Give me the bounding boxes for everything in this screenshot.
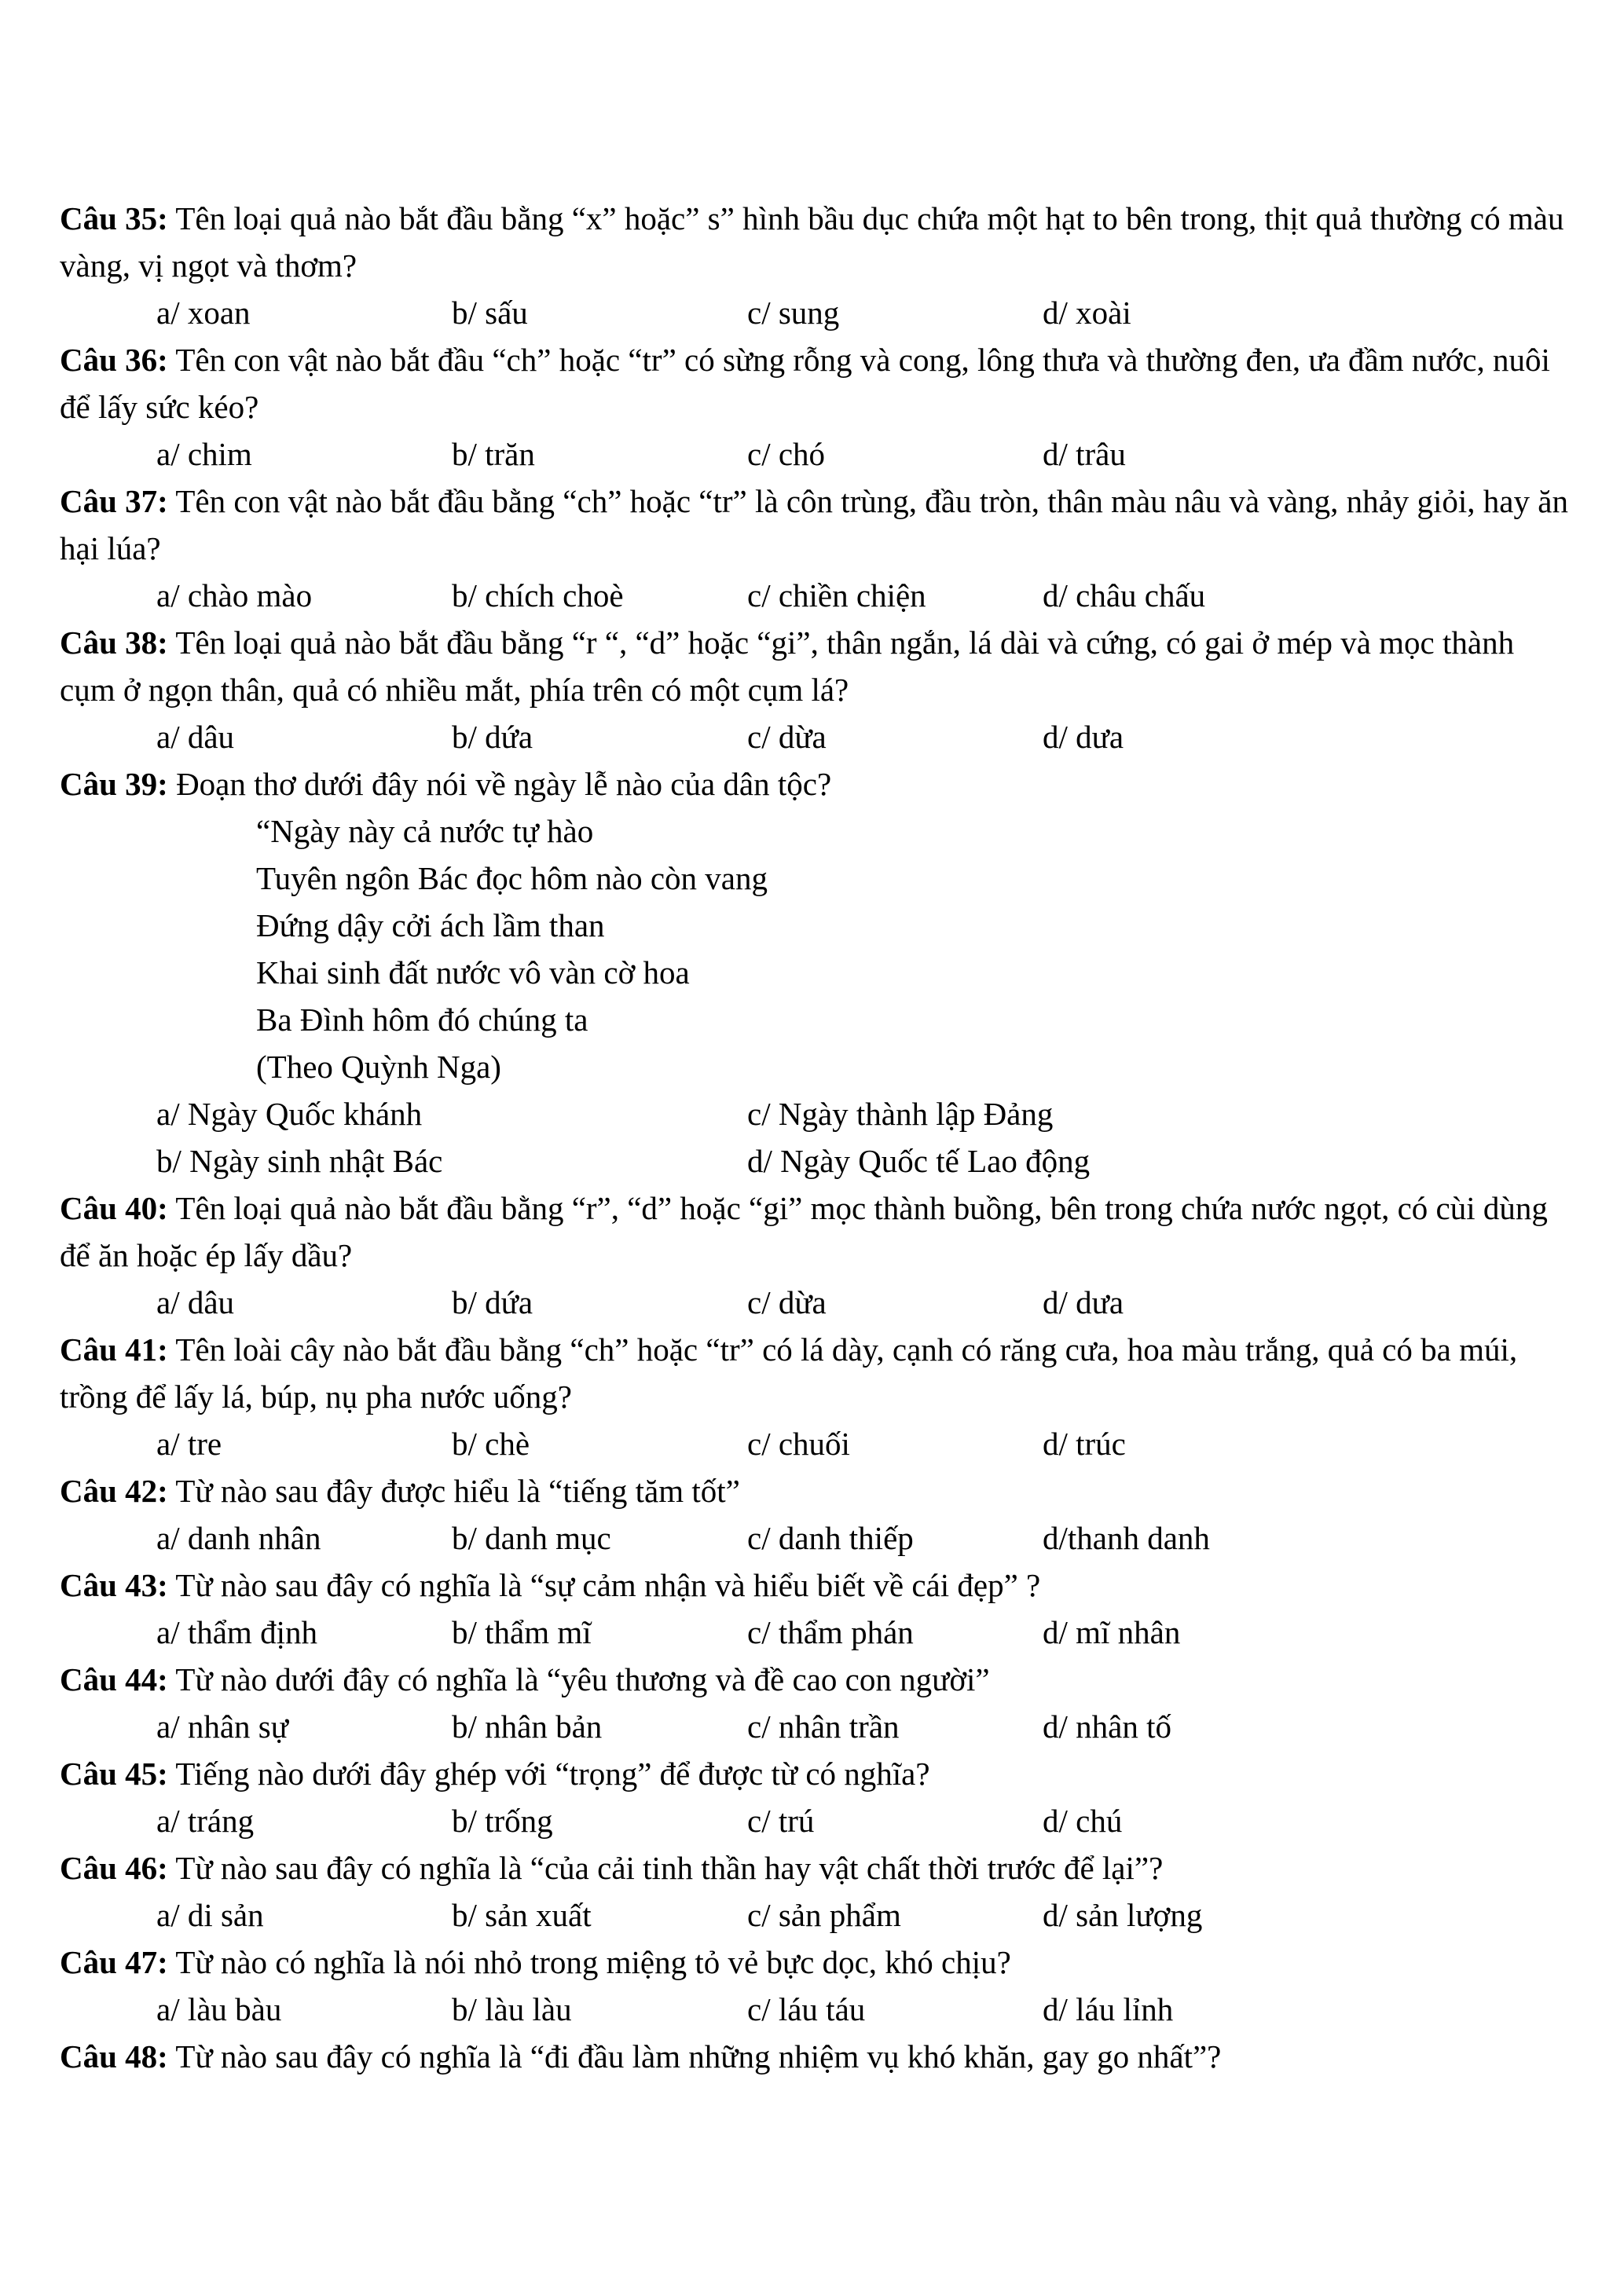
question-text — [60, 1656, 1568, 1703]
answer-option-a: a/ Ngày Quốc khánh — [156, 1096, 423, 1132]
answer-option-b: b/ chè — [452, 1426, 530, 1462]
answer-option-c: c/ sung — [747, 295, 840, 331]
question-label: Câu 45: — [60, 1756, 168, 1792]
question-label: Câu 37: — [60, 483, 168, 519]
answer-option-d: d/ láu lỉnh — [1043, 1991, 1174, 2027]
question-body: Từ nào sau đây được hiểu là “tiếng tăm tốt” — [167, 1473, 740, 1509]
answer-option-a: a/ chào mào — [156, 577, 313, 613]
poem-line: Khai sinh đất nước vô vàn cờ hoa — [256, 954, 690, 991]
answer-option-d: d/ trâu — [1043, 436, 1126, 472]
answer-option-c: c/ nhân trần — [747, 1708, 900, 1745]
question-block — [60, 1185, 1568, 1326]
question-block — [60, 1326, 1568, 1467]
answer-option-a: a/ xoan — [156, 295, 251, 331]
answer-option-a: a/ di sản — [156, 1897, 264, 1933]
question-text — [60, 1750, 1568, 1797]
answer-option-d: d/ mĩ nhân — [1043, 1614, 1181, 1650]
question-text — [60, 478, 1568, 572]
question-text — [60, 1185, 1568, 1279]
answer-option-d: d/thanh danh — [1043, 1520, 1210, 1556]
question-label: Câu 39: — [60, 766, 168, 802]
answer-option-b: b/ nhân bản — [452, 1708, 603, 1745]
question-block — [60, 478, 1568, 619]
answer-option-c: c/ trú — [747, 1803, 815, 1839]
answer-options — [60, 1703, 1568, 1750]
question-body: Từ nào dưới đây có nghĩa là “yêu thương và đề cao con người” — [167, 1661, 990, 1697]
question-block — [60, 760, 1568, 1185]
answer-option-d: d/ dưa — [1043, 1284, 1124, 1320]
answer-option-c: c/ danh thiếp — [747, 1520, 914, 1556]
question-body: Từ nào sau đây có nghĩa là “đi đầu làm những nhiệm vụ khó khăn, gay go nhất”? — [167, 2038, 1222, 2074]
answer-options — [60, 1891, 1568, 1939]
answer-option-c: c/ dừa — [747, 1284, 827, 1320]
answer-option-b: b/ trăn — [452, 436, 535, 472]
question-body: Tên loại quả nào bắt đầu bằng “x” hoặc” s” hình bầu dục chứa một hạt to bên trong, thịt quả thường có màu vàng, vị ngọt và thơm? — [60, 200, 1564, 284]
question-block — [60, 619, 1568, 760]
answer-option-c: c/ dừa — [747, 719, 827, 755]
answer-options — [60, 1420, 1568, 1467]
answer-options — [60, 572, 1568, 619]
question-label: Câu 46: — [60, 1850, 168, 1886]
answer-option-a: a/ dâu — [156, 1284, 235, 1320]
answer-options — [60, 1986, 1568, 2033]
question-text — [60, 336, 1568, 430]
question-block — [60, 1656, 1568, 1750]
answer-option-a: a/ tráng — [156, 1803, 255, 1839]
question-label: Câu 35: — [60, 200, 168, 236]
question-label: Câu 41: — [60, 1331, 168, 1368]
answer-option-c: c/ Ngày thành lập Đảng — [747, 1096, 1054, 1132]
question-label: Câu 40: — [60, 1190, 168, 1226]
question-body: Tên con vật nào bắt đầu bằng “ch” hoặc “tr” là côn trùng, đầu tròn, thân màu nâu và vàng, nhảy giỏi, hay ăn hại lúa? — [60, 483, 1568, 566]
answer-option-c: c/ chiền chiện — [747, 577, 926, 613]
question-block — [60, 2033, 1568, 2080]
answer-option-b: b/ dứa — [452, 1284, 533, 1320]
answer-option-d: d/ chú — [1043, 1803, 1123, 1839]
answer-option-d: d/ sản lượng — [1043, 1897, 1203, 1933]
question-label: Câu 47: — [60, 1944, 168, 1980]
answer-option-b: b/ chích choè — [452, 577, 624, 613]
answer-option-d: d/ Ngày Quốc tế Lao động — [747, 1143, 1091, 1179]
answer-option-b: b/ làu làu — [452, 1991, 572, 2027]
question-label: Câu 44: — [60, 1661, 168, 1697]
question-text — [60, 1939, 1568, 1986]
question-label: Câu 42: — [60, 1473, 168, 1509]
answer-options — [60, 713, 1568, 760]
answer-option-b: b/ Ngày sinh nhật Bác — [156, 1143, 443, 1179]
poem-line: Đứng dậy cởi ách lầm than — [256, 907, 605, 943]
question-label: Câu 36: — [60, 342, 168, 378]
answer-option-c: c/ thẩm phán — [747, 1614, 914, 1650]
answer-options — [60, 1279, 1568, 1326]
question-block — [60, 1750, 1568, 1844]
question-text — [60, 2033, 1568, 2080]
poem-line: Ba Đình hôm đó chúng ta — [256, 1002, 588, 1038]
answer-option-d: d/ dưa — [1043, 719, 1124, 755]
answer-option-b: b/ danh mục — [452, 1520, 611, 1556]
question-block — [60, 336, 1568, 478]
answer-options — [60, 1797, 1568, 1844]
question-text — [60, 1562, 1568, 1609]
question-block — [60, 1467, 1568, 1562]
answer-options — [60, 1514, 1568, 1562]
question-body: Từ nào sau đây có nghĩa là “sự cảm nhận và hiểu biết về cái đẹp” ? — [167, 1567, 1041, 1603]
question-block — [60, 1562, 1568, 1656]
poem-excerpt — [60, 807, 1568, 1090]
answer-option-d: d/ nhân tố — [1043, 1708, 1171, 1745]
question-text — [60, 760, 1568, 807]
poem-line: Tuyên ngôn Bác đọc hôm nào còn vang — [256, 860, 768, 896]
answer-option-a: a/ chim — [156, 436, 252, 472]
answer-option-b: b/ dứa — [452, 719, 533, 755]
answer-option-a: a/ thẩm định — [156, 1614, 317, 1650]
question-body: Tiếng nào dưới đây ghép với “trọng” để được từ có nghĩa? — [167, 1756, 930, 1792]
question-text — [60, 1326, 1568, 1420]
document-page — [60, 195, 1568, 2080]
poem-attribution: (Theo Quỳnh Nga) — [256, 1049, 501, 1085]
answer-option-a: a/ dâu — [156, 719, 235, 755]
answer-options — [60, 430, 1568, 478]
answer-option-c: c/ chuối — [747, 1426, 850, 1462]
question-body: Đoạn thơ dưới đây nói về ngày lễ nào của dân tộc? — [167, 766, 832, 802]
question-body: Từ nào sau đây có nghĩa là “của cải tinh thần hay vật chất thời trước để lại”? — [167, 1850, 1164, 1886]
question-label: Câu 48: — [60, 2038, 168, 2074]
question-block — [60, 1844, 1568, 1939]
question-body: Từ nào có nghĩa là nói nhỏ trong miệng tỏ vẻ bực dọc, khó chịu? — [167, 1944, 1011, 1980]
question-label: Câu 43: — [60, 1567, 168, 1603]
answer-option-b: b/ sấu — [452, 295, 528, 331]
question-text — [60, 1467, 1568, 1514]
question-label: Câu 38: — [60, 624, 168, 661]
question-block — [60, 195, 1568, 336]
question-body: Tên loại quả nào bắt đầu bằng “r “, “d” hoặc “gi”, thân ngắn, lá dài và cứng, có gai ở mép và mọc thành cụm ở ngọn thân, quả có nhiều mắt, phía trên có một cụm lá? — [60, 624, 1515, 708]
question-block — [60, 1939, 1568, 2033]
question-text — [60, 1844, 1568, 1891]
answer-option-a: a/ nhân sự — [156, 1708, 288, 1745]
answer-options — [60, 1090, 1568, 1185]
answer-option-c: c/ chó — [747, 436, 826, 472]
question-text — [60, 619, 1568, 713]
question-body: Tên loài cây nào bắt đầu bằng “ch” hoặc “tr” có lá dày, cạnh có răng cưa, hoa màu trắng, quả có ba múi, trồng để lấy lá, búp, nụ pha nước uống? — [60, 1331, 1518, 1415]
answer-option-d: d/ trúc — [1043, 1426, 1126, 1462]
answer-options — [60, 289, 1568, 336]
answer-option-d: d/ xoài — [1043, 295, 1131, 331]
answer-option-a: a/ danh nhân — [156, 1520, 321, 1556]
answer-option-a: a/ tre — [156, 1426, 222, 1462]
poem-line: “Ngày này cả nước tự hào — [256, 813, 594, 849]
answer-option-b: b/ sản xuất — [452, 1897, 592, 1933]
answer-option-c: c/ sản phẩm — [747, 1897, 901, 1933]
answer-option-d: d/ châu chấu — [1043, 577, 1206, 613]
answer-option-b: b/ thẩm mĩ — [452, 1614, 592, 1650]
question-body: Tên con vật nào bắt đầu “ch” hoặc “tr” có sừng rỗng và cong, lông thưa và thường đen, ưa đầm nước, nuôi để lấy sức kéo? — [60, 342, 1550, 425]
answer-options — [60, 1609, 1568, 1656]
answer-option-b: b/ trống — [452, 1803, 553, 1839]
question-text — [60, 195, 1568, 289]
answer-option-a: a/ làu bàu — [156, 1991, 282, 2027]
answer-option-c: c/ láu táu — [747, 1991, 866, 2027]
question-body: Tên loại quả nào bắt đầu bằng “r”, “d” hoặc “gi” mọc thành buồng, bên trong chứa nước ngọt, có cùi dùng để ăn hoặc ép lấy dầu? — [60, 1190, 1548, 1273]
